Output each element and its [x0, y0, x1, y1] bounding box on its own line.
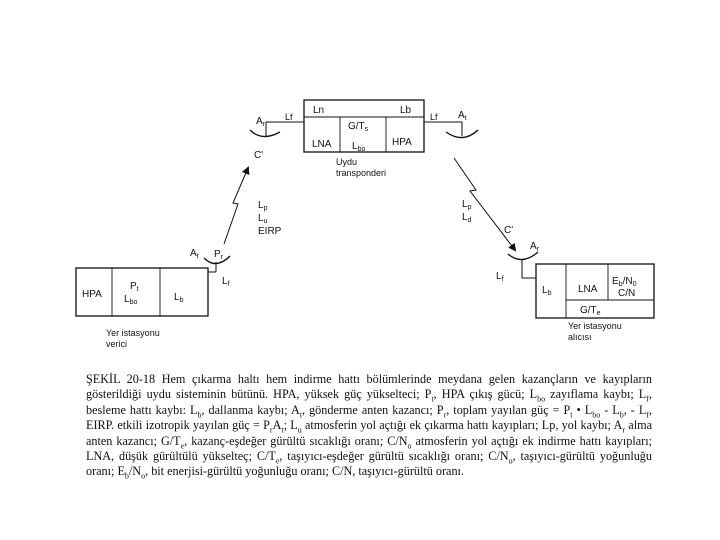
- sat-lf-out-label: Lf: [430, 112, 438, 122]
- tx-at-label: $A_t$: [190, 248, 199, 260]
- rx-ar-label: $A_r$: [530, 241, 540, 253]
- caption-subscript: e: [180, 441, 185, 451]
- satellite-uplink-antenna: [250, 112, 304, 161]
- sat-lna-label: LNA: [312, 139, 332, 150]
- receive-earth-station: [496, 241, 654, 342]
- rx-gt-label: $G/T_e$: [580, 305, 601, 317]
- caption-subscript: t: [570, 410, 573, 420]
- rx-dish: [508, 252, 538, 260]
- caption-subscript: e: [275, 456, 280, 466]
- caption-text: atmosferin yol açtığı ek indirme hattı kayıpları; LNA, düşük gürültülü yükselteç; C/T: [86, 433, 652, 464]
- rx-lb-label: $L_b$: [542, 285, 552, 297]
- sat-lb-label: Lb: [400, 105, 412, 116]
- caption-text: /N: [128, 464, 142, 479]
- caption-text: , gönderme anten kazancı; P: [302, 402, 444, 417]
- caption-subscript: b: [619, 410, 624, 420]
- caption-subscript: r: [269, 425, 273, 435]
- uplink-cprime-label: C': [254, 150, 264, 161]
- caption-subscript: bo: [537, 394, 546, 404]
- caption-subscript: b: [124, 471, 129, 481]
- caption-text: , taşıyıcı-gürültü yoğunluğu oranı; E: [86, 449, 652, 479]
- caption-text: - L: [600, 402, 620, 417]
- downlink-cprime-label: C': [504, 225, 514, 236]
- tx-lf-label: $L_f$: [222, 276, 230, 288]
- uplink-lu-label: $L_u$: [258, 213, 268, 225]
- downlink-lp-label: $L_p$: [462, 199, 472, 211]
- caption-text: alma anten kazancı; G/T: [86, 418, 652, 448]
- caption-text: , toplam yayılan güç = P: [446, 402, 571, 417]
- sat-gt-label: $G/T_s$: [348, 121, 369, 133]
- rx-caption-line1: Yer istasyonu: [568, 321, 622, 331]
- caption-text: , kazanç-eşdeğer gürültü sıcaklığı oranı; C/N: [184, 433, 408, 448]
- caption-text: zayıflama kaybı; L: [545, 387, 647, 402]
- sat-at-label: $A_t$: [458, 110, 467, 122]
- figure-caption: [86, 372, 652, 480]
- caption-subscript: f: [646, 410, 649, 420]
- caption-text: ŞEKİL 20-18 Hem çıkarma haltı hem indirme hattı bölümlerinde meydana gelen kazançların ve kayıpların gösterildiği uydu sisteminin bütünü. HPA, yüksek güç yükselteci; P: [86, 372, 652, 402]
- rx-lna-label: LNA: [578, 284, 598, 295]
- caption-subscript: b: [197, 410, 202, 420]
- rx-caption-line2: alıcısı: [568, 332, 592, 342]
- caption-subscript: f: [646, 394, 649, 404]
- tx-hpa-label: HPA: [82, 289, 102, 300]
- caption-subscript: t: [299, 410, 303, 420]
- caption-text: , bit enerjisi-gürültü yoğunluğu oranı; C/N, taşıyıcı-gürültü oranı.: [145, 464, 464, 479]
- caption-text: • L: [572, 402, 593, 417]
- uplink-lp-label: $L_p$: [258, 200, 268, 212]
- caption-text: atmosferin yol açtığı ek çıkarma hattı kayıpları; Lp, yol kaybı; A: [301, 418, 623, 433]
- sat-caption-line1: Uydu: [336, 157, 358, 167]
- rx-lf-label: $L_f$: [496, 271, 504, 283]
- caption-subscript: r: [443, 410, 447, 420]
- tx-pt-label: $P_t$: [130, 281, 139, 293]
- caption-text: , besleme hattı kaybı: L: [86, 387, 652, 417]
- caption-subscript: o: [407, 441, 412, 451]
- caption-text: , - L: [623, 402, 647, 417]
- caption-subscript: o: [508, 456, 513, 466]
- sat-lf-in-label: Lf: [285, 112, 293, 122]
- caption-text: , EIRP. etkili izotropik yayılan güç = P: [86, 402, 652, 433]
- downlink-ld-label: $L_d$: [462, 212, 472, 224]
- caption-text: ; L: [283, 418, 298, 433]
- satellite-downlink-antenna: [424, 110, 478, 138]
- sat-caption-line2: transponderi: [336, 168, 387, 178]
- caption-text: , dallanma kaybı; A: [201, 402, 300, 417]
- rx-cn-label: C/N: [618, 288, 636, 299]
- uplink-path: [224, 168, 282, 244]
- caption-subscript: o: [141, 471, 146, 481]
- caption-subscript: r: [622, 425, 626, 435]
- tx-caption-line1: Yer istasyonu: [106, 328, 160, 338]
- caption-text: A: [272, 418, 282, 433]
- caption-text: , taşıyıcı-eşdeğer gürültü sıcaklığı oranı; C/N: [279, 449, 509, 464]
- satellite-transponder: [304, 100, 424, 178]
- sat-ar-label: $A_r$: [256, 116, 266, 128]
- caption-subscript: t: [281, 425, 284, 435]
- caption-subscript: t: [431, 394, 434, 404]
- tx-lbo-label: $L_{bo}$: [124, 294, 138, 306]
- rx-ebno-label: $E_b/N_0$: [612, 276, 637, 288]
- sat-ln-label: Ln: [313, 105, 325, 116]
- sat-lbo-label: $L_{bo}$: [352, 141, 366, 153]
- caption-subscript: bo: [592, 410, 601, 420]
- sat-hpa-label: HPA: [392, 137, 412, 148]
- tx-pr-label: $P_r$: [214, 249, 224, 261]
- caption-subscript: u: [297, 425, 302, 435]
- tx-caption-line2: verici: [106, 339, 128, 349]
- uplink-eirp-label: EIRP: [258, 226, 282, 237]
- caption-text: , HPA çıkış gücü; L: [433, 387, 538, 402]
- tx-lb-label: $L_b$: [174, 292, 184, 304]
- downlink-path: [454, 158, 515, 250]
- transmit-earth-station: [76, 248, 230, 349]
